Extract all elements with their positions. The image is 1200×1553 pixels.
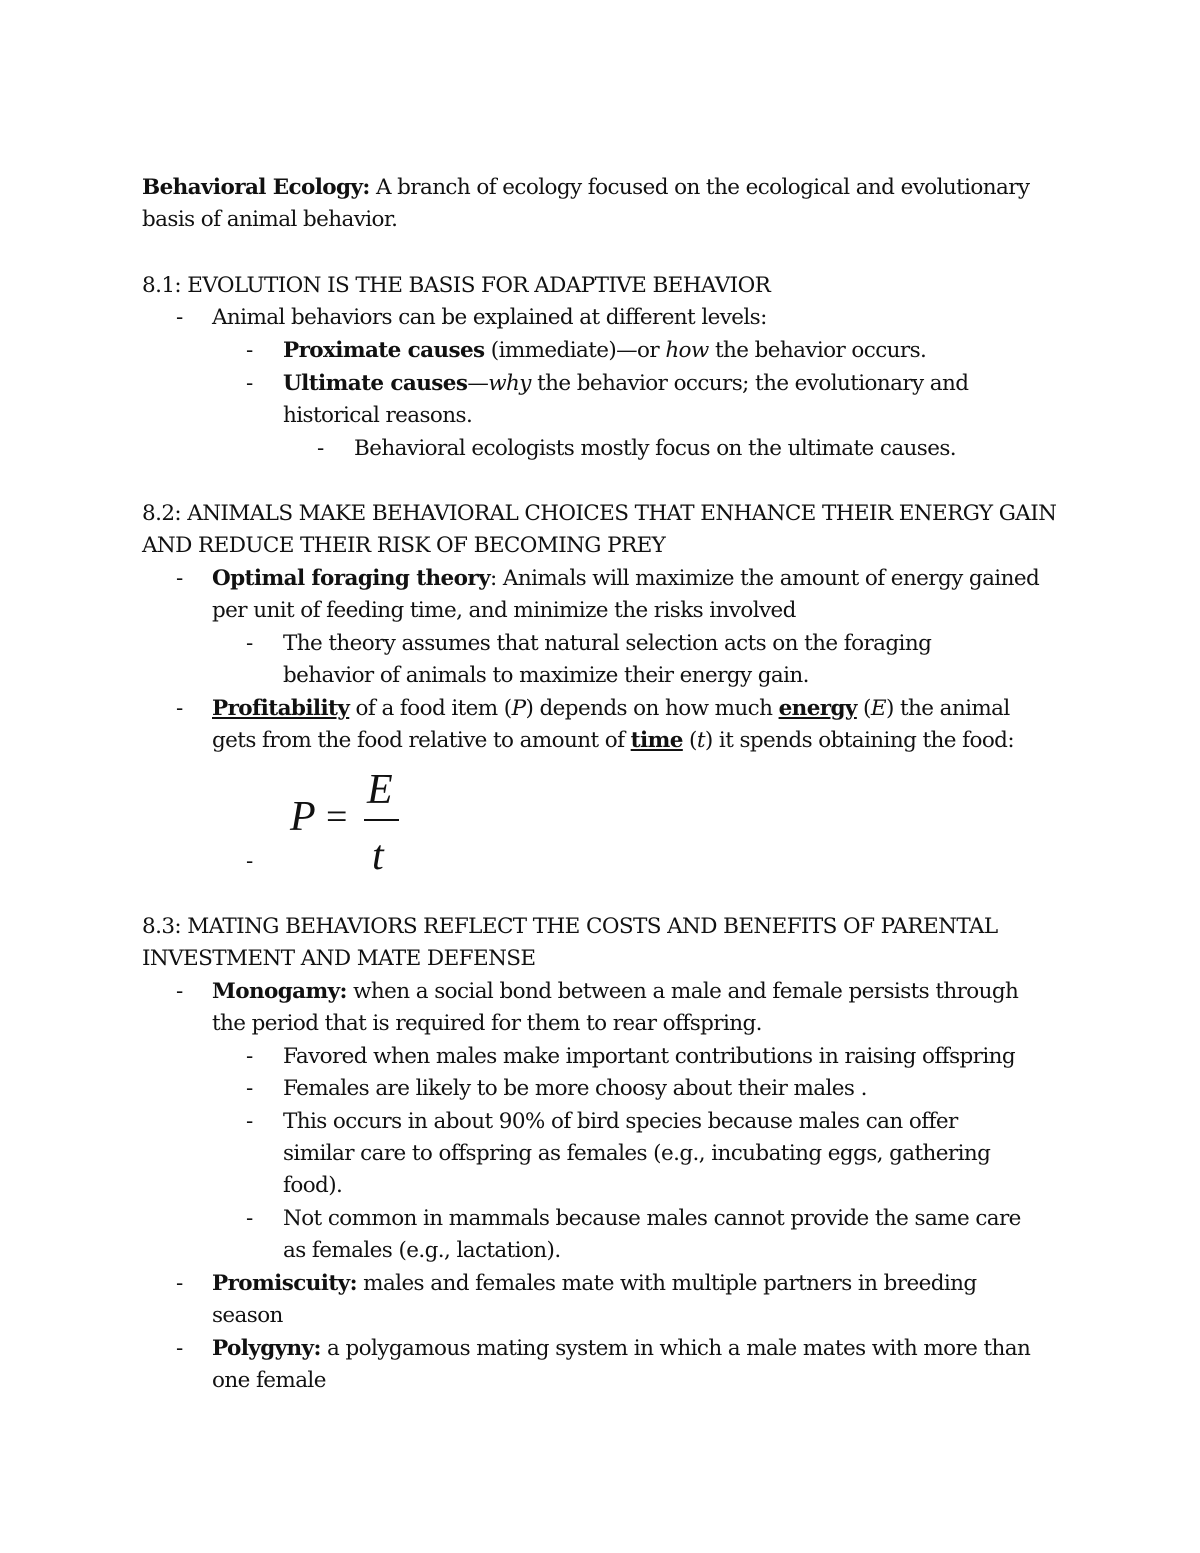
intro-definition-line1: Behavioral Ecology: A branch of ecology focused on the ecological and evolutionary — [142, 175, 1030, 200]
s81-bullet-ultimate-line1: Ultimate causes—why the behavior occurs; the evolutionary and — [283, 371, 969, 396]
bullet-dash: - — [246, 338, 254, 363]
s83-bullet-polygyny-line1: Polygyny: a polygamous mating system in which a male mates with more than — [212, 1336, 1031, 1361]
fraction-bar — [364, 819, 399, 821]
section-8-3-heading-line1: 8.3: MATING BEHAVIORS REFLECT THE COSTS AND BENEFITS OF PARENTAL — [142, 914, 998, 939]
bullet-dash: - — [176, 1336, 184, 1361]
s81-bullet-ecologists: Behavioral ecologists mostly focus on the ultimate causes. — [354, 436, 957, 461]
bullet-dash: - — [176, 1271, 184, 1296]
bullet-dash: - — [176, 979, 184, 1004]
equation-lhs: P — [290, 794, 316, 840]
section-8-2-heading-line2: AND REDUCE THEIR RISK OF BECOMING PREY — [142, 533, 666, 558]
bullet-dash: - — [246, 1076, 254, 1101]
equation-equals: = — [326, 796, 348, 838]
s83-bullet-promiscuity-line2: season — [212, 1303, 283, 1328]
section-8-1-heading: 8.1: EVOLUTION IS THE BASIS FOR ADAPTIVE BEHAVIOR — [142, 273, 771, 298]
intro-definition-line2: basis of animal behavior. — [142, 207, 398, 232]
section-8-3-heading-line2: INVESTMENT AND MATE DEFENSE — [142, 946, 536, 971]
s83-bullet-monogamy-line1: Monogamy: when a social bond between a male and female persists through — [212, 979, 1019, 1004]
s83-bullet-polygyny-line2: one female — [212, 1368, 326, 1393]
bullet-dash: - — [246, 849, 254, 874]
s83-bullet-birds-line3: food). — [283, 1173, 343, 1198]
equation-numerator: E — [367, 767, 393, 813]
bullet-dash: - — [176, 696, 184, 721]
bullet-dash: - — [246, 1206, 254, 1231]
s83-bullet-birds-line1: This occurs in about 90% of bird species because males can offer — [283, 1109, 958, 1134]
s81-bullet-levels: Animal behaviors can be explained at different levels: — [212, 305, 767, 330]
bullet-dash: - — [246, 1044, 254, 1069]
s81-bullet-proximate: Proximate causes (immediate)—or how the behavior occurs. — [283, 338, 927, 363]
s83-bullet-promiscuity-line1: Promiscuity: males and females mate with multiple partners in breeding — [212, 1271, 977, 1296]
s82-bullet-profitability-line2: gets from the food relative to amount of time (t) it spends obtaining the food: — [212, 728, 1014, 753]
bullet-dash: - — [246, 371, 254, 396]
s82-bullet-theory-line2: behavior of animals to maximize their energy gain. — [283, 663, 809, 688]
s83-bullet-females-choosy: Females are likely to be more choosy about their males . — [283, 1076, 867, 1101]
bullet-dash: - — [246, 1109, 254, 1134]
bullet-dash: - — [176, 566, 184, 591]
bullet-dash: - — [317, 436, 325, 461]
s83-bullet-birds-line2: similar care to offspring as females (e.g., incubating eggs, gathering — [283, 1141, 991, 1166]
s82-bullet-theory-line1: The theory assumes that natural selection acts on the foraging — [283, 631, 932, 656]
intro-term: Behavioral Ecology — [142, 175, 363, 200]
s81-bullet-ultimate-line2: historical reasons. — [283, 403, 473, 428]
equation-denominator: t — [372, 833, 384, 879]
s83-bullet-mammals-line2: as females (e.g., lactation). — [283, 1238, 561, 1263]
bullet-dash: - — [246, 631, 254, 656]
bullet-dash: - — [176, 305, 184, 330]
s83-bullet-favored: Favored when males make important contributions in raising offspring — [283, 1044, 1016, 1069]
s82-bullet-profitability-line1: Profitability of a food item (P) depends on how much energy (E) the animal — [212, 696, 1010, 721]
s83-bullet-mammals-line1: Not common in mammals because males cannot provide the same care — [283, 1206, 1021, 1231]
s82-bullet-oft-line2: per unit of feeding time, and minimize the risks involved — [212, 598, 796, 623]
section-8-2-heading-line1: 8.2: ANIMALS MAKE BEHAVIORAL CHOICES THAT ENHANCE THEIR ENERGY GAIN — [142, 501, 1057, 526]
s83-bullet-monogamy-line2: the period that is required for them to rear offspring. — [212, 1011, 762, 1036]
s82-bullet-oft-line1: Optimal foraging theory: Animals will maximize the amount of energy gained — [212, 566, 1040, 591]
